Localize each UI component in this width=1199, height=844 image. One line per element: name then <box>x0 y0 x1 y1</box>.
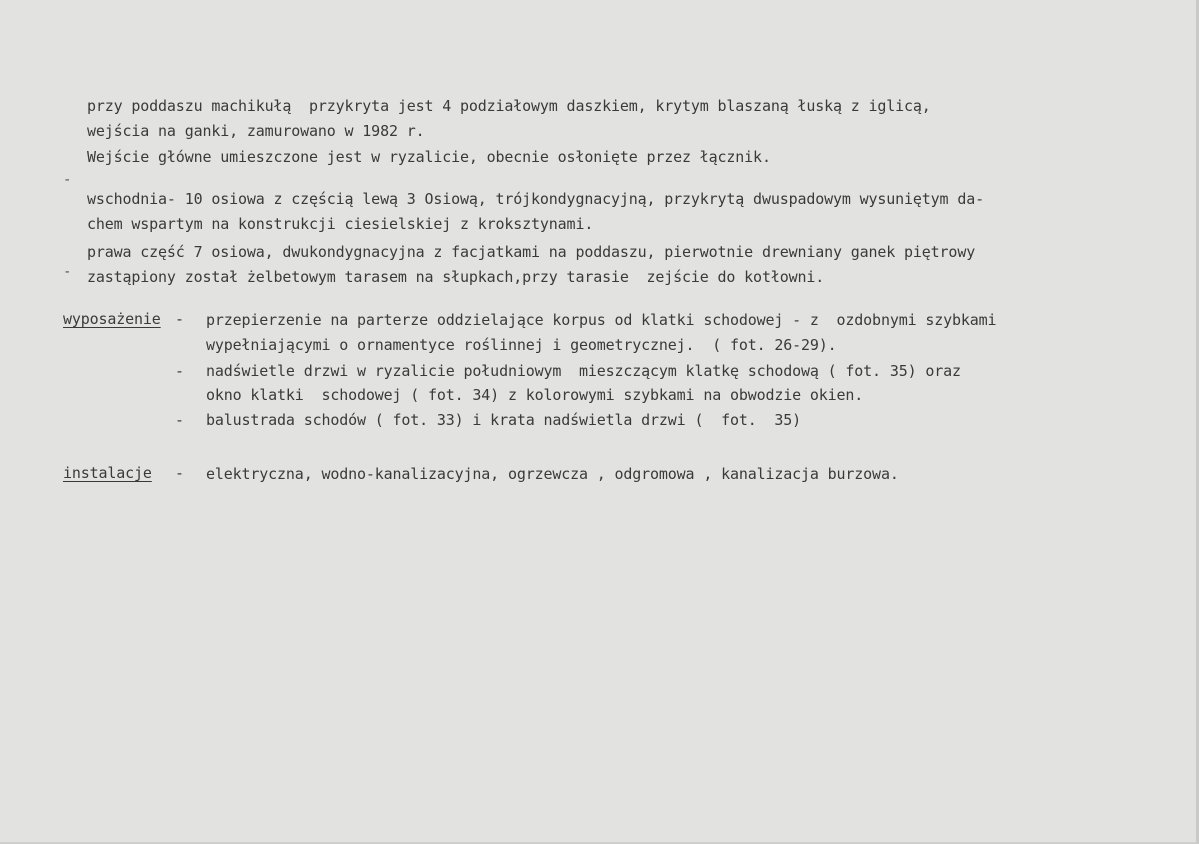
list-item-line: wypełniającymi o ornamentyce roślinnej i geometrycznej. ( fot. 26-29). <box>206 336 837 354</box>
section-separator: - <box>175 310 184 328</box>
section-separator: - <box>175 464 184 482</box>
list-bullet: - <box>175 362 184 380</box>
text-line: zastąpiony został żelbetowym tarasem na słupkach,przy tarasie zejście do kotłowni. <box>87 268 825 286</box>
text-line: przy poddaszu machikułą przykryta jest 4 podziałowym daszkiem, krytym blaszaną łuską z iglicą, <box>87 97 931 115</box>
list-item-line: nadświetle drzwi w ryzalicie południowym mieszczącym klatkę schodową ( fot. 35) oraz <box>206 362 961 380</box>
text-line: prawa część 7 osiowa, dwukondygnacyjna z facjatkami na poddaszu, pierwotnie drewniany ganek piętrowy <box>87 243 976 261</box>
text-line: Wejście główne umieszczone jest w ryzalicie, obecnie osłonięte przez łącznik. <box>87 148 771 166</box>
list-bullet: - <box>175 411 184 429</box>
list-item-line: balustrada schodów ( fot. 33) i krata nadświetla drzwi ( fot. 35) <box>206 411 802 429</box>
instalacje-text: elektryczna, wodno-kanalizacyjna, ogrzewcza , odgromowa , kanalizacja burzowa. <box>206 465 899 483</box>
list-item-line: okno klatki schodowej ( fot. 34) z kolorowymi szybkami na obwodzie okien. <box>206 386 864 404</box>
margin-mark: - <box>63 264 72 280</box>
margin-mark: - <box>63 172 72 188</box>
section-label-wyposazenie: wyposażenie <box>63 310 161 328</box>
text-line: wejścia na ganki, zamurowano w 1982 r. <box>87 122 425 140</box>
list-item-line: przepierzenie na parterze oddzielające korpus od klatki schodowej - z ozdobnymi szybkami <box>206 311 997 329</box>
text-line: chem wspartym na konstrukcji ciesielskiej z kroksztynami. <box>87 215 594 233</box>
text-line: wschodnia- 10 osiowa z częścią lewą 3 Osiową, trójkondygnacyjną, przykrytą dwuspadowym wysuniętym da- <box>87 190 984 208</box>
section-label-instalacje: instalacje <box>63 464 152 482</box>
